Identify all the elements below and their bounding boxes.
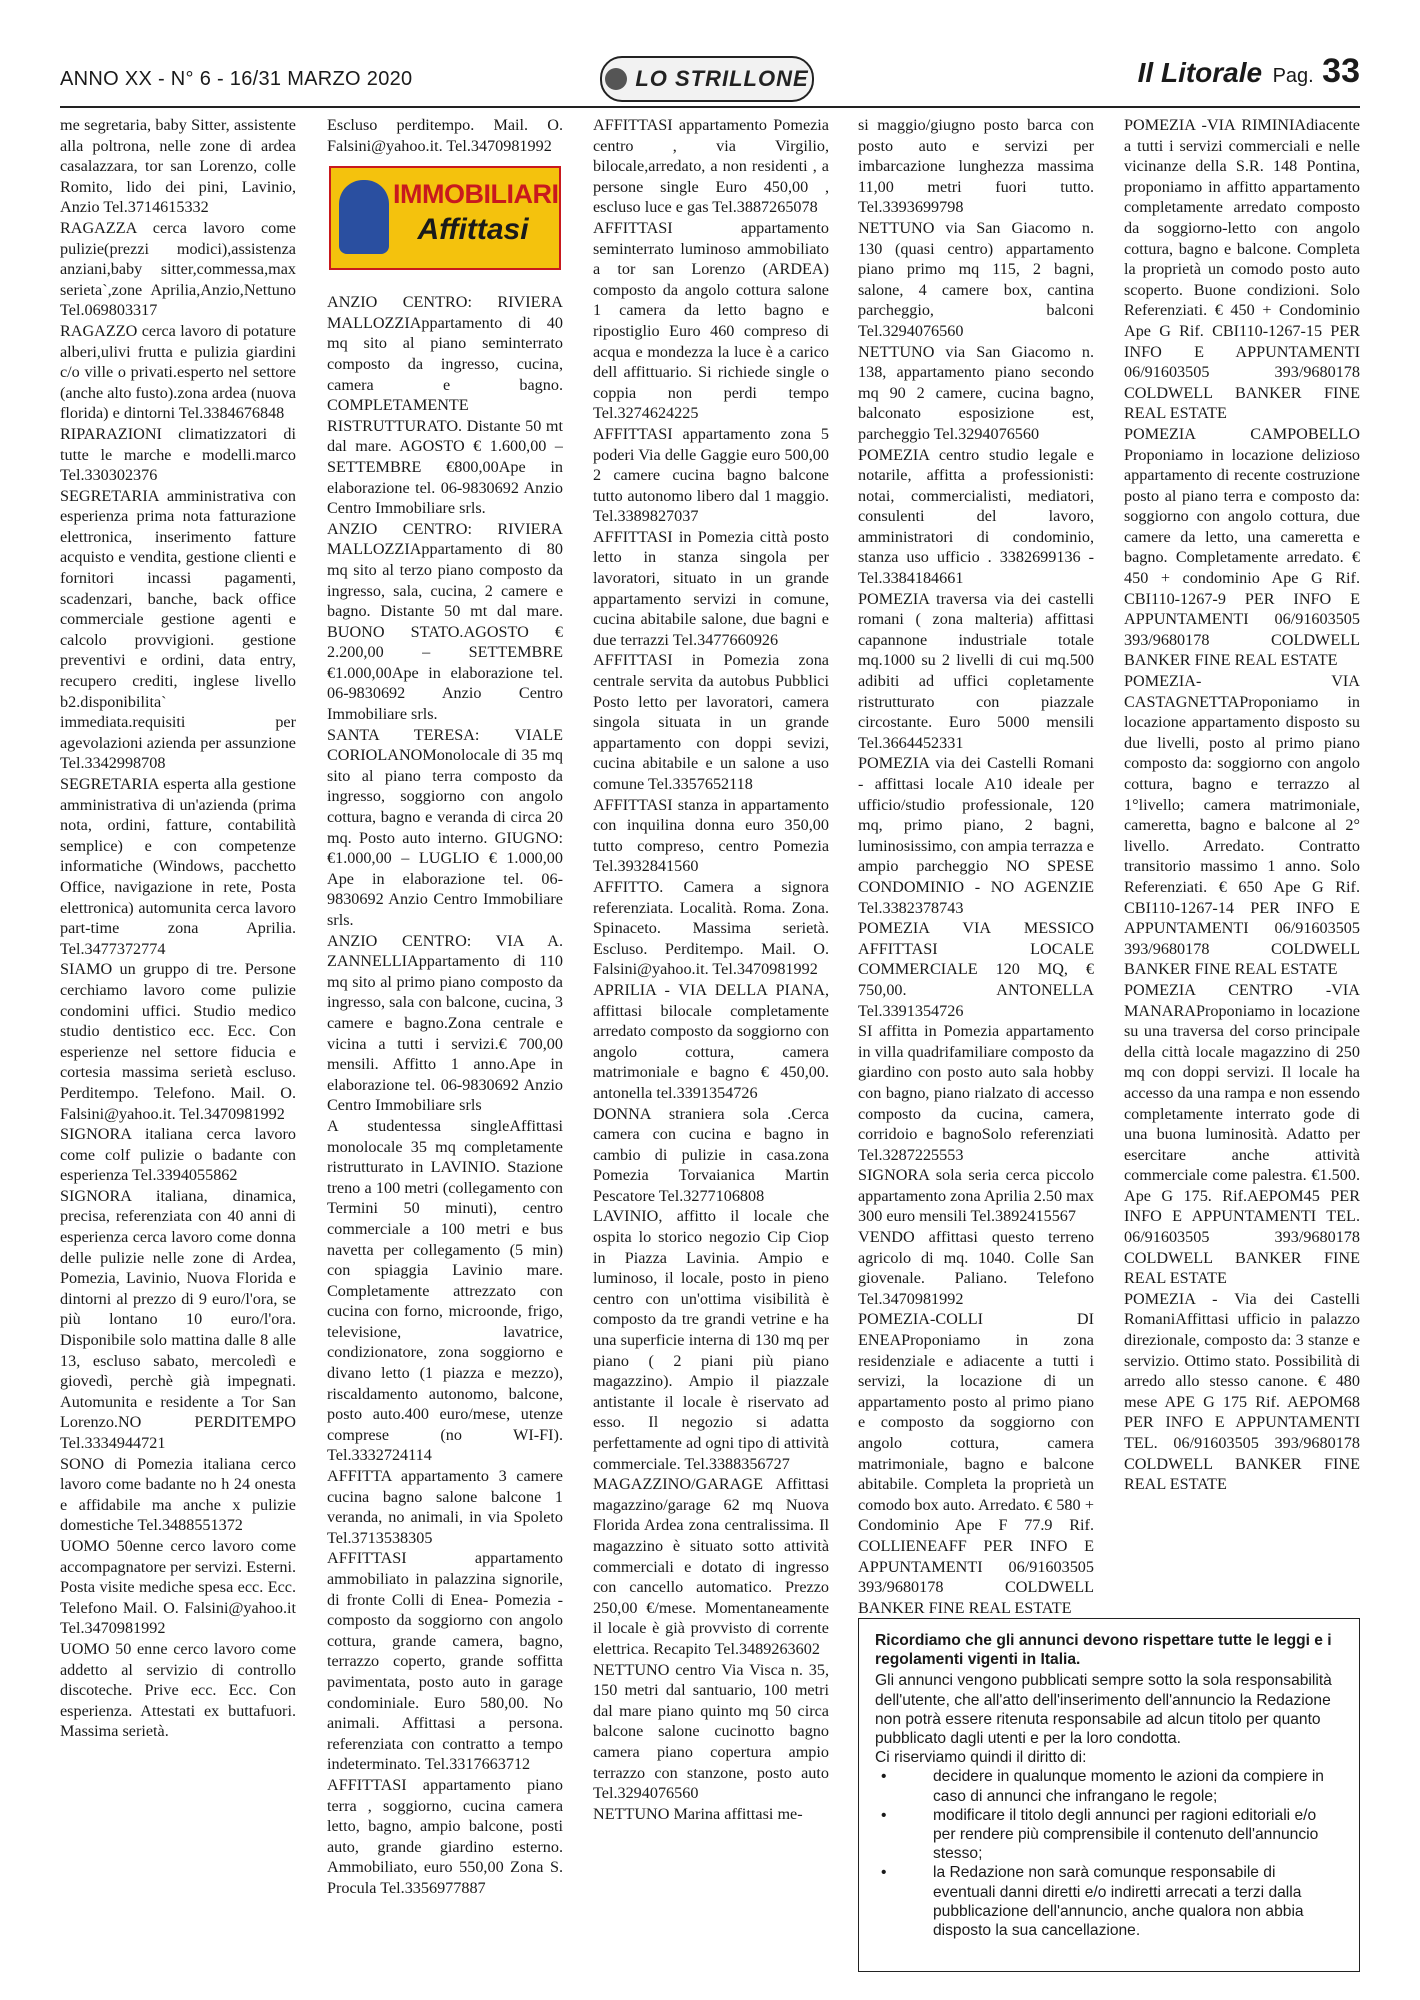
- page-header: [60, 52, 1360, 102]
- classified-ad: POMEZIA traversa via dei castelli romani ( zona malteria) affittasi capannone industriale totale mq.1000 su 2 livelli di cui mq.500 adibiti ad uffici copletamente ristrutturato con piazzale circostante. Euro 5000 mensili Tel.3664452331: [858, 589, 1094, 752]
- classified-ad: me segretaria, baby Sitter, assistente alla poltrona, nelle zone di ardea casalazzara, tor san Lorenzo, colle Romito, lido dei pini, Lavinio, Anzio Tel.3714615332: [60, 116, 296, 217]
- column-2-top: [327, 115, 563, 156]
- classified-ad: SIAMO un gruppo di tre. Persone cerchiamo lavoro come pulizie condomini uffici. Studio medico studio dentistico ecc. Ecc. Con esperienze nel settore fiducia e cortesia massima serietà escluso. Perditempo. Telefono. Mail. O. Falsini@yahoo.it. Tel.3470981992: [60, 960, 296, 1123]
- classified-ad: POMEZIA VIA MESSICO AFFITTASI LOCALE COMMERCIALE 120 MQ, € 750,00. ANTONELLA Tel.3391354726: [858, 919, 1094, 1020]
- logo-text: LO STRILLONE: [635, 66, 809, 91]
- issue-info: ANNO XX - N° 6 - 16/31 MARZO 2020: [60, 68, 413, 90]
- classified-ad: SIGNORA italiana cerca lavoro come colf pulizie o badante con esperienza Tel.3394055862: [60, 1125, 296, 1185]
- classified-ad: RIPARAZIONI climatizzatori di tutte le marche e modelli.marco Tel.330302376: [60, 424, 296, 485]
- ads-column-5: [1124, 115, 1360, 1585]
- classified-ad: LAVINIO, affitto il locale che ospita lo storico negozio Cip Ciop in Piazza Lavinia. Ampio e luminoso, il locale, posto in pieno centro con un'ottima visibilità è composto da tre grandi vetrine e ha una superficie interna di 130 mq per piano ( 2 piani più piano magazzino). Ampio il piazzale antistante il locale è riservato ad esso. Il negozio si adatta perfettamente ad ogni tipo di attività commerciale. Tel.3388356727: [593, 1207, 829, 1473]
- classified-ad: VENDO affittasi questo terreno agricolo di mq. 1040. Colle San giovenale. Paliano. Telefono Tel.3470981992: [858, 1228, 1094, 1308]
- classified-ad: AFFITTASI appartamento piano terra , soggiorno, cucina camera letto, bagno, ampio balcone, posti auto, grande giardino esterno. Ammobiliato, euro 550,00 Zona S. Procula Tel.3356977887: [327, 1775, 563, 1897]
- classified-ad: AFFITTASI appartamento seminterrato luminoso ammobiliato a tor san Lorenzo (ARDEA) composto da angolo cottura salone 1 camera da letto bagno e ripostiglio Euro 460 compreso di acqua e mondezza la luce è a carico dell affittuario. Si richiede single o coppia non perdi tempo Tel.3274624225: [593, 218, 829, 423]
- notice-body: Gli annunci vengono pubblicati sempre sotto la sola responsabilità dell'utente, che all'atto dell'inserimento dell'annuncio la Redazione non potrà essere ritenuta responsabile ad alcun titolo per quanto pubblicato dagli utenti e per la loro condotta.: [875, 1672, 1332, 1748]
- classified-ad: UOMO 50enne cerco lavoro come accompagnatore per servizi. Esterni. Posta visite mediche spesa ecc. Ecc. Telefono Mail. O. Falsini@yahoo.it Tel.3470981992: [60, 1536, 296, 1638]
- classified-ad: SIGNORA italiana, dinamica, precisa, referenziata con 40 anni di esperienza cerca lavoro come donna delle pulizie nelle zone di Ardea, Pomezia, Lavinio, Nuova Florida e dintorni al prezzo di 9 euro/l'ora, se più lontano 10 euro/l'ora. Disponibile solo mattina dalle 8 alle 13, escluso sabato, mercoledì e giovedì, perchè già impegnati. Automunita e residente a Tor San Lorenzo.NO PERDITEMPO Tel.3334944721: [60, 1186, 296, 1452]
- notice-item: • la Redazione non sarà comunque responsabile di eventuali danni diretti e/o indiretti arrecati a terzi dalla pubblicazione dell'annuncio, anche qualora non abbia disposto la sua cancellazione.: [875, 1863, 1341, 1940]
- classified-ad: POMEZIA- VIA CASTAGNETTAProponiamo in locazione appartamento disposto su due livelli, posto al primo piano composto da: soggiorno con angolo cottura, bagno e terrazzo al 1°livello; camera matrimoniale, cameretta, bagno e balcone al 2° livello. Arredato. Contratto transitorio massimo 1 anno. Solo Referenziati. € 650 Ape G Rif. CBI110-1267-14 PER INFO E APPUNTAMENTI 06/91603505 393/9680178 COLDWELL BANKER FINE REAL ESTATE: [1124, 672, 1360, 979]
- classified-ad: si maggio/giugno posto barca con posto auto e servizi per imbarcazione lunghezza massima 11,00 metri fuori tutto. Tel.3393699798: [858, 116, 1094, 217]
- legal-notice-box: [858, 1618, 1360, 1972]
- classified-ad: SANTA TERESA: VIALE CORIOLANOMonolocale di 35 mq sito al piano terra composto da ingresso, soggiorno con angolo cottura, bagno e veranda di circa 20 mq. Posto auto interno. GIUGNO: €1.000,00 – LUGLIO € 1.000,00 Ape in elaborazione tel. 06-9830692 Anzio Centro Immobiliare srls.: [327, 725, 563, 929]
- column-2-bottom: [327, 292, 563, 1898]
- classified-ad: SEGRETARIA amministrativa con esperienza prima nota fatturazione elettronica, inserimento fatture acquisto e vendita, gestione clienti e fornitori incassi pagamenti, scadenzari, banche, back office commerciale gestione agenti e calcolo provvigioni. gestione preventivi e ordini, data entry, recupero crediti, inglese livello b2.disponibilita` immediata.requisiti per agevolazioni azienda per assunzione Tel.3342998708: [60, 486, 296, 773]
- classified-ad: MAGAZZINO/GARAGE Affittasi magazzino/garage 62 mq Nuova Florida Ardea zona centralissima. Il magazzino è situato sotto attività commerciali e dotato di ingresso con cancello automatico. Prezzo 250,00 €/mese. Momentaneamente il locale è già provvisto di corrente elettrica. Recapito Tel.3489263602: [593, 1475, 829, 1658]
- section-banner-immobiliari: [329, 166, 561, 270]
- classified-ad: AFFITTA appartamento 3 camere cucina bagno salone balcone 1 veranda, no animali, in via Spoleto Tel.3713538305: [327, 1467, 563, 1547]
- classified-ad: AFFITTASI appartamento zona 5 poderi Via delle Gaggie euro 500,00 2 camere cucina bagno balcone tutto autonomo libero dal 1 maggio. Tel.3389827037: [593, 424, 829, 526]
- banner-subtitle: Affittasi: [417, 213, 529, 247]
- classified-ad: AFFITTASI appartamento Pomezia centro , via Virgilio, bilocale,arredato, a non residenti , a persone single Euro 450,00 , escluso luce e gas Tel.3887265078: [593, 116, 829, 217]
- classified-ad: DONNA straniera sola .Cerca camera con cucina e bagno in cambio di pulizie in casa.zona Pomezia Torvaianica Martin Pescatore Tel.3277106808: [593, 1104, 829, 1205]
- notice-title: Ricordiamo che gli annunci devono rispettare tutte le leggi e i regolamenti vigenti in Italia.: [875, 1632, 1332, 1669]
- classified-ad: POMEZIA -VIA RIMINIAdiacente a tutti i servizi commerciali e nelle vicinanze della S.R. 148 Pontina, proponiamo in affitto appartamento completamente arredato composto da soggiorno-letto con angolo cottura, bagno e balcone. Completa la proprietà un comodo posto auto scoperto. Buone condizioni. Solo Referenziati. € 450 + Condominio Ape G Rif. CBI110-1267-15 PER INFO E APPUNTAMENTI 06/91603505 393/9680178 COLDWELL BANKER FINE REAL ESTATE: [1124, 116, 1360, 423]
- classified-ad: AFFITTASI stanza in appartamento con inquilina donna euro 350,00 tutto compreso, centro Pomezia Tel.3932841560: [593, 795, 829, 876]
- classified-ad: APRILIA - VIA DELLA PIANA, affittasi bilocale completamente arredato composto da soggiorno con angolo cottura, camera matrimoniale e bagno € 450,00. antonella tel.3391354726: [593, 980, 829, 1102]
- newsboy-mascot-icon: [339, 180, 389, 254]
- notice-item: • modificare il titolo degli annunci per ragioni editoriali e/o per rendere più comprensibile il contenuto dell'annuncio stesso;: [875, 1806, 1341, 1864]
- masthead-logo: [600, 56, 814, 102]
- ads-column-3: [593, 115, 829, 1975]
- classified-ad: POMEZIA-COLLI DI ENEAProponiamo in zona residenziale e adiacente a tutti i servizi, la locazione di un appartamento posto al primo piano e composto da soggiorno con angolo cottura, camera matrimoniale, bagno e balcone abitabile. Completa la proprietà un comodo box auto. Arredato. € 580 + Condominio Ape F 77.9 Rif. COLLIENEAFF PER INFO E APPUNTAMENTI 06/91603505 393/9680178 COLDWELL BANKER FINE REAL ESTATE: [858, 1310, 1094, 1617]
- page-label: Pag.: [1272, 65, 1314, 87]
- classified-ad: RAGAZZA cerca lavoro come pulizie(prezzi modici),assistenza anziani,baby sitter,commessa,max serieta`,zone Aprilia,Anzio,Nettuno Tel.069803317: [60, 218, 296, 320]
- classified-ad: POMEZIA CAMPOBELLO Proponiamo in locazione delizioso appartamento di recente costruzione posto al piano terra e composto da: soggiorno con angolo cottura, due camere da letto, una cameretta e bagno. Completamente arredato. € 450 + condominio Ape G Rif. CBI110-1267-9 PER INFO E APPUNTAMENTI 06/91603505 393/9680178 COLDWELL BANKER FINE REAL ESTATE: [1124, 424, 1360, 670]
- classified-ad: SEGRETARIA esperta alla gestione amministrativa di un'azienda (prima nota, ordini, fatture, contabilità semplice) e con competenze informatiche (Windows, pacchetto Office, navigazione in rete, Posta elettronica) automunita cerca lavoro part-time zona Aprilia. Tel.3477372774: [60, 775, 296, 958]
- classified-ad: UOMO 50 enne cerco lavoro come addetto al servizio di controllo discoteche. Prive ecc. Ecc. Con esperienza. Attestati ex buttafuori. Massima serietà.: [60, 1639, 296, 1741]
- page-number: 33: [1322, 52, 1360, 90]
- page-info: [1138, 52, 1360, 91]
- classified-ad: ANZIO CENTRO: RIVIERA MALLOZZIAppartamento di 80 mq sito al terzo piano composto da ingresso, sala, cucina, 2 camere e bagno. Distante 50 mt dal mare. BUONO STATO.AGOSTO € 2.200,00 – SETTEMBRE €1.000,00Ape in elaborazione tel. 06-9830692 Anzio Centro Immobiliare srls.: [327, 519, 563, 724]
- classified-ad: AFFITTASI in Pomezia città posto letto in stanza singola per lavoratori, situato in un grande appartamento servizi in comune, cucina abitabile salone, due bagni e due terrazzi Tel.3477660926: [593, 527, 829, 649]
- classified-ad: NETTUNO via San Giacomo n. 138, appartamento piano secondo mq 90 2 camere, cucina bagno, balconato esposizione est, parcheggio Tel.3294076560: [858, 342, 1094, 443]
- classified-ad: ANZIO CENTRO: RIVIERA MALLOZZIAppartamento di 40 mq sito al piano seminterrato composto da ingresso, cucina, camera e bagno. COMPLETAMENTE RISTRUTTURATO. Distante 50 mt dal mare. AGOSTO € 1.600,00 – SETTEMBRE €800,00Ape in elaborazione tel. 06-9830692 Anzio Centro Immobiliare srls.: [327, 293, 563, 518]
- classified-ad: SONO di Pomezia italiana cerco lavoro come badante no h 24 onesta e affidabile ma anche x pulizie domestiche Tel.3488551372: [60, 1454, 296, 1535]
- banner-title: IMMOBILIARI: [393, 179, 559, 210]
- ads-column-2: [327, 115, 563, 1975]
- classified-ad: A studentessa singleAffittasi monolocale 35 mq completamente ristrutturato in LAVINIO. Stazione treno a 100 metri (collegamento con Termini 50 minuti), centro commerciale a 100 metri e bus navetta per collegamento (5 min) con spiaggia Lavinio mare. Completamente attrezzato con cucina con forno, microonde, frigo, televisione, lavatrice, condizionatore, zona soggiorno e divano letto (1 piazza e mezzo), riscaldamento autonomo, balcone, posto auto.400 euro/mese, utenze comprese (no WI-FI). Tel.3332724114: [327, 1116, 563, 1465]
- mascot-icon: [605, 68, 627, 90]
- notice-rights-intro: Ci riserviamo quindi il diritto di:: [875, 1749, 1087, 1767]
- classified-ad: RAGAZZO cerca lavoro di potature alberi,ulivi frutta e pulizia giardini c/o ville o privati.esperto nel settore (anche alto fusto).zona ardea (nuova florida) e dintorni Tel.3384676848: [60, 321, 296, 423]
- ads-column-1: [60, 115, 296, 1975]
- classified-ad: POMEZIA centro studio legale e notarile, affitta a professionisti: notai, commercialisti, mediatori, consulenti del lavoro, amministratori di condominio, stanza uso ufficio . 3382699136 - Tel.3384184661: [858, 445, 1094, 588]
- classified-ad: ANZIO CENTRO: VIA A. ZANNELLIAppartamento di 110 mq sito al primo piano composto da ingresso, sala con balcone, cucina, 3 camere e bagno.Zona centrale e vicina a tutti i servizi.€ 700,00 mensili. Affitto 1 anno.Ape in elaborazione tel. 06-9830692 Anzio Centro Immobiliare srls: [327, 931, 563, 1115]
- classified-ad: NETTUNO Marina affittasi me-: [593, 1804, 803, 1823]
- classified-ad: POMEZIA via dei Castelli Romani - affittasi locale A10 ideale per ufficio/studio professionale, 120 mq, primo piano, 2 bagni, luminosissimo, con ampia terrazza e ampio parcheggio NO SPESE CONDOMINIO - NO AGENZIE Tel.3382378743: [858, 754, 1094, 917]
- classified-ad: NETTUNO centro Via Visca n. 35, 150 metri dal santuario, 100 metri dal mare piano quinto mq 50 circa balcone salone cucinotto bagno camera piano copertura ampio terrazzo con stanzone, posto auto Tel.3294076560: [593, 1660, 829, 1803]
- classified-ad: Escluso perditempo. Mail. O. Falsini@yahoo.it. Tel.3470981992: [327, 116, 563, 155]
- classified-ad: AFFITTASI in Pomezia zona centrale servita da autobus Pubblici Posto letto per lavoratori, camera singola situata in un grande appartamento con doppi sevizi, cucina abitabile e un salone a uso comune Tel.3357652118: [593, 651, 829, 793]
- classified-ad: SIGNORA sola seria cerca piccolo appartamento zona Aprilia 2.50 max 300 euro mensili Tel.3892415567: [858, 1166, 1094, 1226]
- classified-ad: SI affitta in Pomezia appartamento in villa quadrifamiliare composto da giardino con posto auto sala hobby con bagno, piano rialzato di accesso composto da cucina, camera, corridoio e bagnoSolo referenziati Tel.3287225553: [858, 1022, 1094, 1164]
- classified-ad: POMEZIA CENTRO -VIA MANARAProponiamo in locazione su una traversa del corso principale della città locale magazzino di 250 mq con doppi servizi. Il locale ha accesso da una rampa e non essendo completamente interrato gode di una buona luminosità. Adatto per esercitare anche attività commerciale come palestra. €1.500. Ape G 175. Rif.AEPOM45 PER INFO E APPUNTAMENTI TEL. 06/91603505 393/9680178 COLDWELL BANKER FINE REAL ESTATE: [1124, 980, 1360, 1288]
- classified-ad: AFFITTASI appartamento ammobiliato in palazzina signorile, di fronte Colli di Enea- Pomezia - composto da soggiorno con angolo cottura, grande camera, bagno, terrazzo coperto, grande soffitta pavimentata, posto auto in garage condominiale. Euro 580,00. No animali. Affittasi a persona. referenziata con contratto a tempo indeterminato. Tel.3317663712: [327, 1549, 563, 1774]
- notice-item: • decidere in qualunque momento le azioni da compiere in caso di annunci che infrangano le regole;: [875, 1767, 1341, 1805]
- header-rule: [60, 106, 1360, 108]
- notice-list: [875, 1767, 1341, 1940]
- classified-ad: NETTUNO via San Giacomo n. 130 (quasi centro) appartamento piano primo mq 115, 2 bagni, salone, 4 camere box, cantina parcheggio, balconi Tel.3294076560: [858, 218, 1094, 340]
- publication-name: Il Litorale: [1137, 57, 1263, 88]
- classified-ad: POMEZIA - Via dei Castelli RomaniAffittasi ufficio in palazzo direzionale, composto da: 3 stanze e servizio. Ottimo stato. Possibilità di arredo allo stesso canone. € 480 mese APE G 175 Rif. AEPOM68 PER INFO E APPUNTAMENTI TEL. 06/91603505 393/9680178 COLDWELL BANKER FINE REAL ESTATE: [1124, 1289, 1360, 1494]
- classified-ad: AFFITTO. Camera a signora referenziata. Località. Roma. Zona. Spinaceto. Massima serietà. Escluso. Perditempo. Mail. O. Falsini@yahoo.it. Tel.3470981992: [593, 877, 829, 979]
